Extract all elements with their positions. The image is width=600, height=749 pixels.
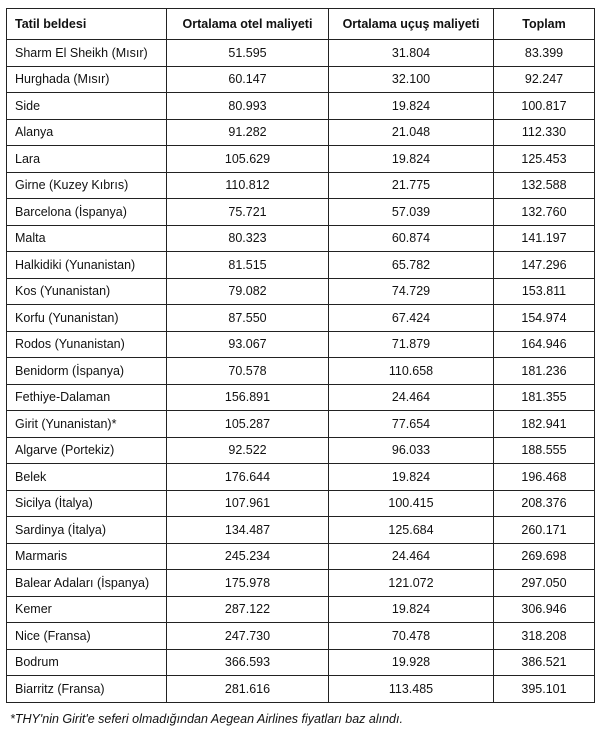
total-cell: 100.817: [494, 93, 595, 120]
destination-cell: Bodrum: [7, 649, 167, 676]
destination-cell: Side: [7, 93, 167, 120]
total-cell: 297.050: [494, 570, 595, 597]
hotel-cost-cell: 51.595: [167, 40, 329, 67]
destination-cell: Malta: [7, 225, 167, 252]
destination-cell: Korfu (Yunanistan): [7, 305, 167, 332]
table-row: [7, 199, 595, 226]
table-row: [7, 40, 595, 67]
flight-cost-cell: 19.824: [329, 596, 494, 623]
destination-cell: Sardinya (İtalya): [7, 517, 167, 544]
destination-cell: Girne (Kuzey Kıbrıs): [7, 172, 167, 199]
destination-cell: Benidorm (İspanya): [7, 358, 167, 385]
table-row: [7, 384, 595, 411]
total-cell: 132.588: [494, 172, 595, 199]
flight-cost-cell: 70.478: [329, 623, 494, 650]
table-body: [7, 40, 595, 703]
total-cell: 260.171: [494, 517, 595, 544]
destination-cell: Nice (Fransa): [7, 623, 167, 650]
hotel-cost-cell: 60.147: [167, 66, 329, 93]
table-row: [7, 119, 595, 146]
header-flight-cost: Ortalama uçuş maliyeti: [329, 9, 494, 40]
destination-cell: Hurghada (Mısır): [7, 66, 167, 93]
total-cell: 188.555: [494, 437, 595, 464]
destination-cell: Sicilya (İtalya): [7, 490, 167, 517]
total-cell: 306.946: [494, 596, 595, 623]
flight-cost-cell: 60.874: [329, 225, 494, 252]
table-row: [7, 649, 595, 676]
total-cell: 92.247: [494, 66, 595, 93]
flight-cost-cell: 113.485: [329, 676, 494, 703]
total-cell: 132.760: [494, 199, 595, 226]
destination-cell: Alanya: [7, 119, 167, 146]
header-row: [7, 9, 595, 40]
flight-cost-cell: 121.072: [329, 570, 494, 597]
flight-cost-cell: 21.775: [329, 172, 494, 199]
table-row: [7, 252, 595, 279]
destination-cell: Barcelona (İspanya): [7, 199, 167, 226]
destination-cell: Balear Adaları (İspanya): [7, 570, 167, 597]
total-cell: 181.236: [494, 358, 595, 385]
table-row: [7, 93, 595, 120]
hotel-cost-cell: 175.978: [167, 570, 329, 597]
total-cell: 269.698: [494, 543, 595, 570]
total-cell: 112.330: [494, 119, 595, 146]
total-cell: 153.811: [494, 278, 595, 305]
destination-cell: Algarve (Portekiz): [7, 437, 167, 464]
table-row: [7, 358, 595, 385]
total-cell: 182.941: [494, 411, 595, 438]
hotel-cost-cell: 81.515: [167, 252, 329, 279]
flight-cost-cell: 74.729: [329, 278, 494, 305]
total-cell: 164.946: [494, 331, 595, 358]
table-row: [7, 305, 595, 332]
flight-cost-cell: 71.879: [329, 331, 494, 358]
total-cell: 181.355: [494, 384, 595, 411]
total-cell: 318.208: [494, 623, 595, 650]
hotel-cost-cell: 156.891: [167, 384, 329, 411]
total-cell: 83.399: [494, 40, 595, 67]
footnote: *THY'nin Girit'e seferi olmadığından Aegean Airlines fiyatları baz alındı.: [10, 712, 403, 726]
flight-cost-cell: 77.654: [329, 411, 494, 438]
hotel-cost-cell: 176.644: [167, 464, 329, 491]
table-header: [7, 9, 595, 40]
flight-cost-cell: 19.824: [329, 464, 494, 491]
table-row: [7, 331, 595, 358]
table-row: [7, 437, 595, 464]
hotel-cost-cell: 70.578: [167, 358, 329, 385]
total-cell: 196.468: [494, 464, 595, 491]
flight-cost-cell: 110.658: [329, 358, 494, 385]
destination-cell: Kos (Yunanistan): [7, 278, 167, 305]
destination-cell: Fethiye-Dalaman: [7, 384, 167, 411]
table-row: [7, 172, 595, 199]
flight-cost-cell: 21.048: [329, 119, 494, 146]
cost-table: [6, 8, 595, 703]
hotel-cost-cell: 105.629: [167, 146, 329, 173]
header-hotel-cost: Ortalama otel maliyeti: [167, 9, 329, 40]
hotel-cost-cell: 287.122: [167, 596, 329, 623]
destination-cell: Rodos (Yunanistan): [7, 331, 167, 358]
total-cell: 154.974: [494, 305, 595, 332]
table-row: [7, 411, 595, 438]
destination-cell: Biarritz (Fransa): [7, 676, 167, 703]
hotel-cost-cell: 245.234: [167, 543, 329, 570]
hotel-cost-cell: 105.287: [167, 411, 329, 438]
hotel-cost-cell: 87.550: [167, 305, 329, 332]
destination-cell: Belek: [7, 464, 167, 491]
total-cell: 125.453: [494, 146, 595, 173]
table-row: [7, 596, 595, 623]
flight-cost-cell: 100.415: [329, 490, 494, 517]
hotel-cost-cell: 107.961: [167, 490, 329, 517]
cost-table-container: [6, 8, 594, 703]
flight-cost-cell: 24.464: [329, 384, 494, 411]
header-destination: Tatil beldesi: [7, 9, 167, 40]
table-row: [7, 543, 595, 570]
table-row: [7, 517, 595, 544]
table-row: [7, 278, 595, 305]
total-cell: 395.101: [494, 676, 595, 703]
hotel-cost-cell: 93.067: [167, 331, 329, 358]
total-cell: 386.521: [494, 649, 595, 676]
flight-cost-cell: 19.928: [329, 649, 494, 676]
header-total: Toplam: [494, 9, 595, 40]
hotel-cost-cell: 247.730: [167, 623, 329, 650]
total-cell: 147.296: [494, 252, 595, 279]
destination-cell: Marmaris: [7, 543, 167, 570]
table-row: [7, 146, 595, 173]
flight-cost-cell: 67.424: [329, 305, 494, 332]
flight-cost-cell: 32.100: [329, 66, 494, 93]
flight-cost-cell: 24.464: [329, 543, 494, 570]
hotel-cost-cell: 75.721: [167, 199, 329, 226]
flight-cost-cell: 96.033: [329, 437, 494, 464]
destination-cell: Lara: [7, 146, 167, 173]
flight-cost-cell: 31.804: [329, 40, 494, 67]
hotel-cost-cell: 92.522: [167, 437, 329, 464]
total-cell: 208.376: [494, 490, 595, 517]
table-row: [7, 570, 595, 597]
destination-cell: Sharm El Sheikh (Mısır): [7, 40, 167, 67]
table-row: [7, 623, 595, 650]
destination-cell: Girit (Yunanistan)*: [7, 411, 167, 438]
hotel-cost-cell: 80.323: [167, 225, 329, 252]
total-cell: 141.197: [494, 225, 595, 252]
destination-cell: Kemer: [7, 596, 167, 623]
destination-cell: Halkidiki (Yunanistan): [7, 252, 167, 279]
hotel-cost-cell: 110.812: [167, 172, 329, 199]
flight-cost-cell: 65.782: [329, 252, 494, 279]
flight-cost-cell: 125.684: [329, 517, 494, 544]
table-row: [7, 490, 595, 517]
flight-cost-cell: 57.039: [329, 199, 494, 226]
table-row: [7, 225, 595, 252]
table-row: [7, 66, 595, 93]
hotel-cost-cell: 281.616: [167, 676, 329, 703]
table-row: [7, 676, 595, 703]
hotel-cost-cell: 79.082: [167, 278, 329, 305]
flight-cost-cell: 19.824: [329, 93, 494, 120]
hotel-cost-cell: 134.487: [167, 517, 329, 544]
hotel-cost-cell: 91.282: [167, 119, 329, 146]
table-row: [7, 464, 595, 491]
flight-cost-cell: 19.824: [329, 146, 494, 173]
hotel-cost-cell: 80.993: [167, 93, 329, 120]
hotel-cost-cell: 366.593: [167, 649, 329, 676]
